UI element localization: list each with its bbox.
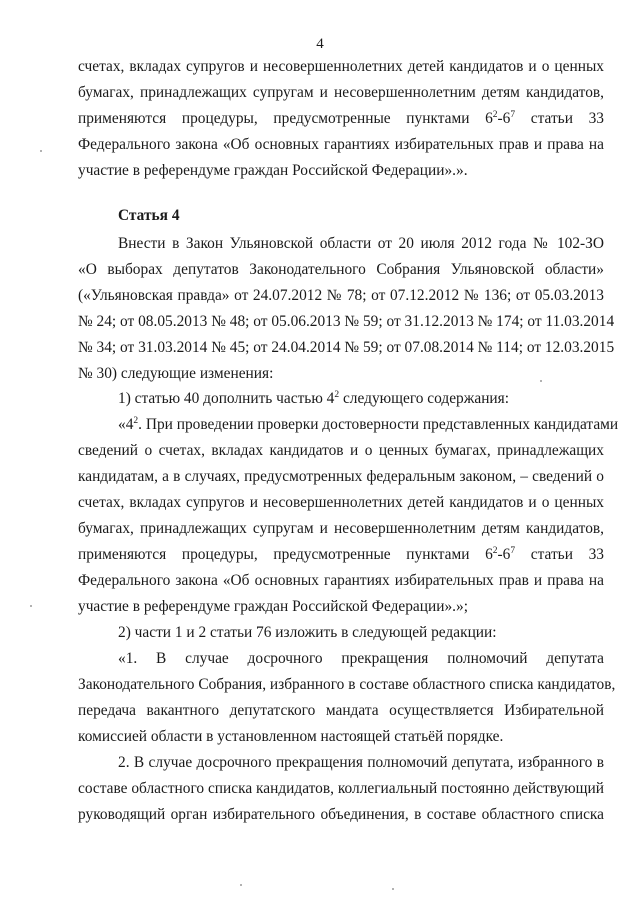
text-line: Федерального закона «Об основных гарантиях избирательных прав и права на — [78, 136, 604, 153]
text-line: 1) статью 40 дополнить частью $4^2$ следующего содержания: — [118, 390, 510, 407]
scan-speck — [40, 150, 42, 152]
text-line: № 30) следующие изменения: — [78, 365, 274, 382]
text-line: 2. В случае досрочного прекращения полномочий депутата, избранного в — [118, 754, 604, 771]
text-line: «1. В случае досрочного прекращения полномочий депутата — [118, 650, 604, 667]
text-line: счетах, вкладах супругов и несовершеннолетних детей кандидатов и о ценных — [78, 494, 604, 511]
text-line: кандидатам, а в случаях, предусмотренных федеральным законом, – сведений о — [78, 468, 604, 485]
text-line: передача вакантного депутатского мандата осуществляется Избирательной — [78, 702, 604, 719]
text-line: № 24; от 08.05.2013 № 48; от 05.06.2013 № 59; от 31.12.2013 № 174; от 11.03.2014 — [78, 313, 615, 330]
scan-speck — [240, 884, 242, 886]
text-line: руководящий орган избирательного объединения, в составе областного списка — [78, 806, 604, 823]
text-line: № 34; от 31.03.2014 № 45; от 24.04.2014 № 59; от 07.08.2014 № 114; от 12.03.2015 — [78, 339, 615, 356]
text-line: составе областного списка кандидатов, коллегиальный постоянно действующий — [78, 780, 604, 797]
text-line: применяются процедуры, предусмотренные пунктами $6^2-6^7$ статьи 33 — [78, 546, 604, 563]
text-line: комиссией области в установленном настоящей статьёй порядке. — [78, 728, 504, 745]
text-line: бумагах, принадлежащих супругам и несовершеннолетним детям кандидатов, — [78, 520, 604, 537]
scan-speck — [392, 888, 394, 890]
text-line: счетах, вкладах супругов и несовершеннолетних детей кандидатов и о ценных — [78, 58, 604, 75]
text-line: «$4^2$. При проведении проверки достоверности представленных кандидатами — [118, 416, 619, 433]
text-line: участие в референдуме граждан Российской Федерации».»; — [78, 598, 468, 615]
scan-speck — [540, 380, 542, 382]
page-number: 4 — [316, 36, 324, 52]
text-line: применяются процедуры, предусмотренные пунктами $6^2-6^7$ статьи 33 — [78, 110, 604, 127]
text-line: («Ульяновская правда» от 24.07.2012 № 78; от 07.12.2012 № 136; от 05.03.2013 — [78, 287, 604, 304]
text-line: 2) части 1 и 2 статьи 76 изложить в следующей редакции: — [118, 624, 497, 641]
text-line: Федерального закона «Об основных гарантиях избирательных прав и права на — [78, 572, 604, 589]
text-line: Внести в Закон Ульяновской области от 20 июля 2012 года № 102-ЗО — [118, 235, 604, 252]
scan-speck — [30, 605, 32, 607]
text-line: участие в референдуме граждан Российской Федерации».». — [78, 162, 468, 179]
text-line: «О выборах депутатов Законодательного Собрания Ульяновской области» — [78, 261, 604, 278]
text-line: Законодательного Собрания, избранного в составе областного списка кандидатов, — [78, 676, 616, 693]
text-line: бумагах, принадлежащих супругам и несовершеннолетним детям кандидатов, — [78, 84, 604, 101]
article-heading: Статья 4 — [118, 207, 180, 224]
text-line: сведений о счетах, вкладах кандидатов и о ценных бумагах, принадлежащих — [78, 442, 604, 459]
